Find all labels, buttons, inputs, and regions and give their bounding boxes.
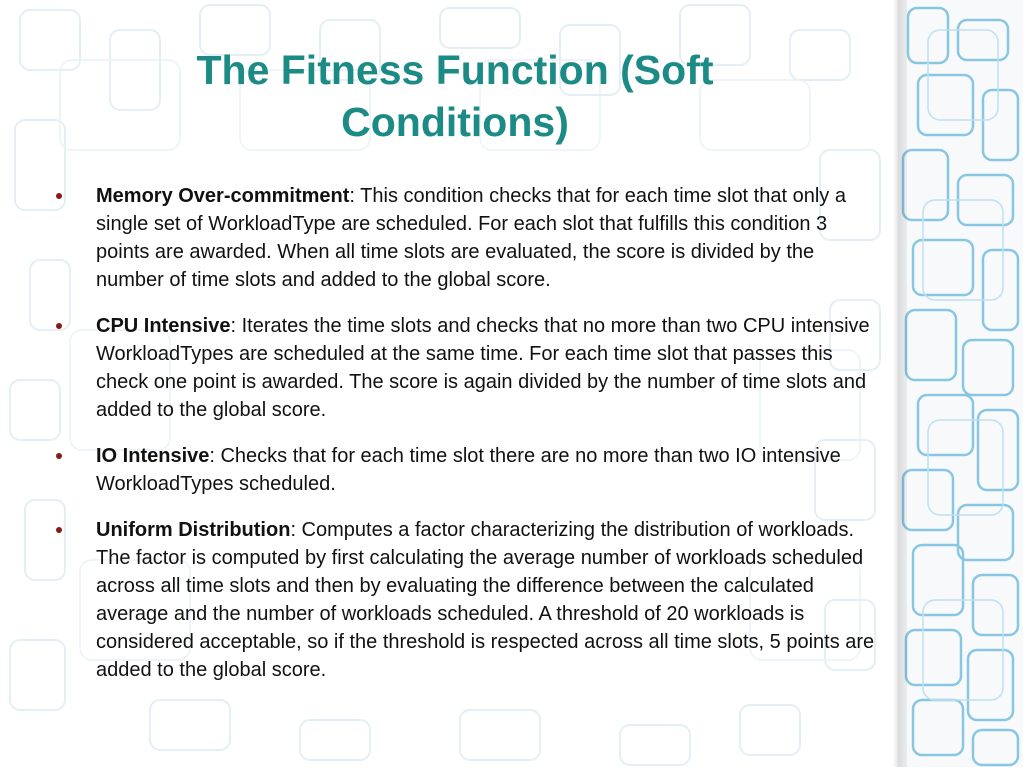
bullet-item-io-intensive xyxy=(56,442,886,498)
bullet-marker-icon xyxy=(56,323,62,329)
side-pattern xyxy=(898,0,1023,767)
bullet-marker-icon xyxy=(56,453,62,459)
bullet-term: CPU Intensive xyxy=(96,315,231,337)
bullet-text: : Checks that for each time slot there are no more than two IO intensive WorkloadTypes scheduled. xyxy=(96,445,841,495)
bullet-marker-icon xyxy=(56,527,62,533)
bullet-text: : Computes a factor characterizing the distribution of workloads. The factor is computed by first calculating the average number of workloads scheduled across all time slots and then by evaluating the difference between the calculated average and the number of workloads scheduled. A threshold of 20 workloads is considered acceptable, so if the threshold is respected across all time slots, 5 points are added to the global score. xyxy=(96,519,875,681)
bullet-term: IO Intensive xyxy=(96,445,210,467)
bullet-term: Uniform Distribution xyxy=(96,519,291,541)
slide-title xyxy=(70,44,840,148)
bullet-text: : This condition checks that for each time slot that only a single set of WorkloadType are scheduled. For each slot that fulfills this condition 3 points are awarded. When all time slots are evaluated, the score is divided by the number of time slots and added to the global score. xyxy=(96,185,846,291)
bullet-item-uniform-distribution xyxy=(56,516,886,684)
bullet-item-cpu-intensive xyxy=(56,312,886,424)
bullet-list xyxy=(56,182,886,702)
bullet-text: : Iterates the time slots and checks that no more than two CPU intensive WorkloadTypes are scheduled at the same time. For each time slot that passes this check one point is awarded. The score is again divided by the number of time slots and added to the global score. xyxy=(96,315,870,421)
slide-edge-shadow xyxy=(893,0,907,767)
slide-title-line-1: The Fitness Function (Soft xyxy=(196,47,714,93)
bullet-term: Memory Over-commitment xyxy=(96,185,350,207)
slide-title-line-2: Conditions) xyxy=(341,99,569,145)
side-decoration-strip xyxy=(898,0,1023,767)
bullet-marker-icon xyxy=(56,193,62,199)
bullet-item-memory-over-commitment xyxy=(56,182,886,294)
